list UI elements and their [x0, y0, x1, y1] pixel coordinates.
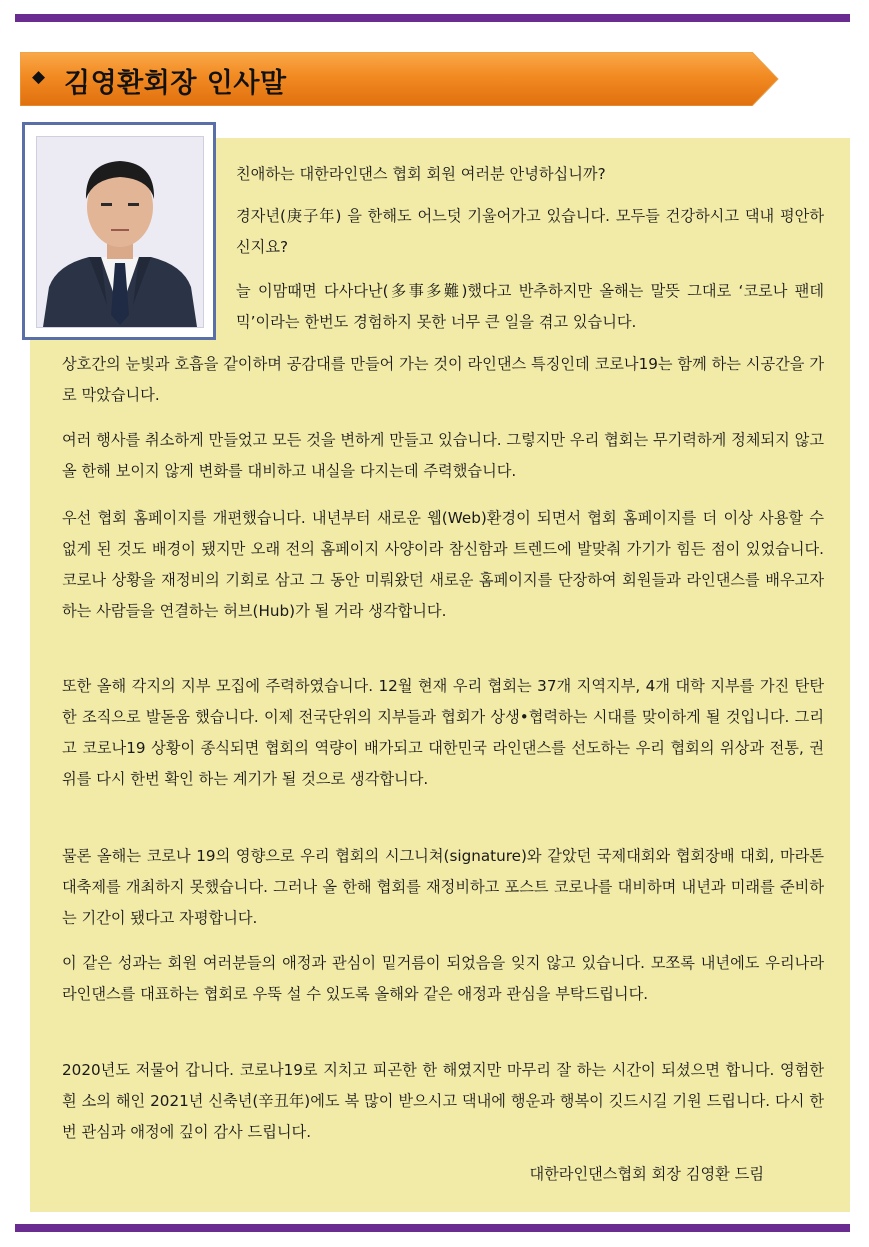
portrait-frame: [22, 122, 216, 340]
portrait-photo: [36, 136, 204, 328]
paragraph-linedance: 상호간의 눈빛과 호흡을 같이하며 공감대를 만들어 가는 것이 라인댄스 특징인데 코로나19는 함께 하는 시공간을 가로 막았습니다.: [62, 355, 824, 404]
paragraph-greeting: 친애하는 대한라인댄스 협회 회원 여러분 안녕하십니까?: [236, 165, 606, 183]
paragraph-year: 경자년(庚子年) 을 한해도 어느덧 기울어가고 있습니다. 모두들 건강하시고 댁내 평안하신지요?: [236, 207, 824, 256]
paragraph-newyear: 2020년도 저물어 갑니다. 코로나19로 지치고 피곤한 한 해였지만 마무리 잘 하는 시간이 되셨으면 합니다. 영험한 흰 소의 해인 2021년 신축년(辛丑年)에도 복 많이 받으시고 댁내에 행운과 행복이 깃드시길 기원 드립니다. 다시 한번 관심과 애정에 깊이 감사 드립니다.: [62, 1061, 824, 1141]
paragraph-thanks: 이 같은 성과는 회원 여러분들의 애정과 관심이 밑거름이 되었음을 잊지 않고 있습니다. 모쪼록 내년에도 우리나라 라인댄스를 대표하는 협회로 우뚝 설 수 있도록 올해와 같은 애정과 관심을 부탁드립니다.: [62, 954, 824, 1003]
diamond-bullet-icon: ◆: [32, 67, 46, 87]
paragraph-pandemic: 늘 이맘때면 다사다난(多事多難)했다고 반추하지만 올해는 말뜻 그대로 ‘코로나 팬데믹’이라는 한번도 경험하지 못한 너무 큰 일을 겪고 있습니다.: [236, 282, 824, 331]
person-portrait-icon: [37, 137, 203, 327]
signature: 대한라인댄스협회 회장 김영환 드림: [529, 1165, 764, 1183]
paragraph-branches: 또한 올해 각지의 지부 모집에 주력하였습니다. 12월 현재 우리 협회는 37개 지역지부, 4개 대학 지부를 가진 탄탄한 조직으로 발돋움 했습니다. 이제 전국단위의 지부들과 협회가 상생•협력하는 시대를 맞이하게 될 것입니다. 그리고 코로나19 상황이 종식되면 협회의 역량이 배가되고 대한민국 라인댄스를 선도하는 우리 협회의 위상과 전통, 권위를 다시 한번 확인 하는 계기가 될 것으로 생각합니다.: [62, 677, 824, 788]
bottom-rule: [15, 1224, 850, 1232]
top-rule: [15, 14, 850, 22]
paragraph-competitions: 물론 올해는 코로나 19의 영향으로 우리 협회의 시그니쳐(signature)와 같았던 국제대회와 협회장배 대회, 마라톤 대축제를 개최하지 못했습니다. 그러나 올 한해 협회를 재정비하고 포스트 코로나를 대비하며 내년과 미래를 준비하는 기간이 됐다고 자평합니다.: [62, 847, 824, 927]
title-banner: [20, 52, 780, 106]
paragraph-homepage: 우선 협회 홈페이지를 개편했습니다. 내년부터 새로운 웹(Web)환경이 되면서 협회 홈페이지를 더 이상 사용할 수 없게 된 것도 배경이 됐지만 오래 전의 홈페이지 사양이라 참신함과 트렌드에 발맞춰 가기가 힘든 점이 있었습니다. 코로나 상황을 재정비의 기회로 삼고 그 동안 미뤄왔던 새로운 홈페이지를 단장하여 회원들과 라인댄스를 배우고자 하는 사람들을 연결하는 허브(Hub)가 될 거라 생각합니다.: [62, 509, 824, 620]
paragraph-events: 여러 행사를 취소하게 만들었고 모든 것을 변하게 만들고 있습니다. 그렇지만 우리 협회는 무기력하게 정체되지 않고 올 한해 보이지 않게 변화를 대비하고 내실을 다지는데 주력했습니다.: [62, 431, 824, 480]
page-title: 김영환회장 인사말: [64, 68, 287, 99]
